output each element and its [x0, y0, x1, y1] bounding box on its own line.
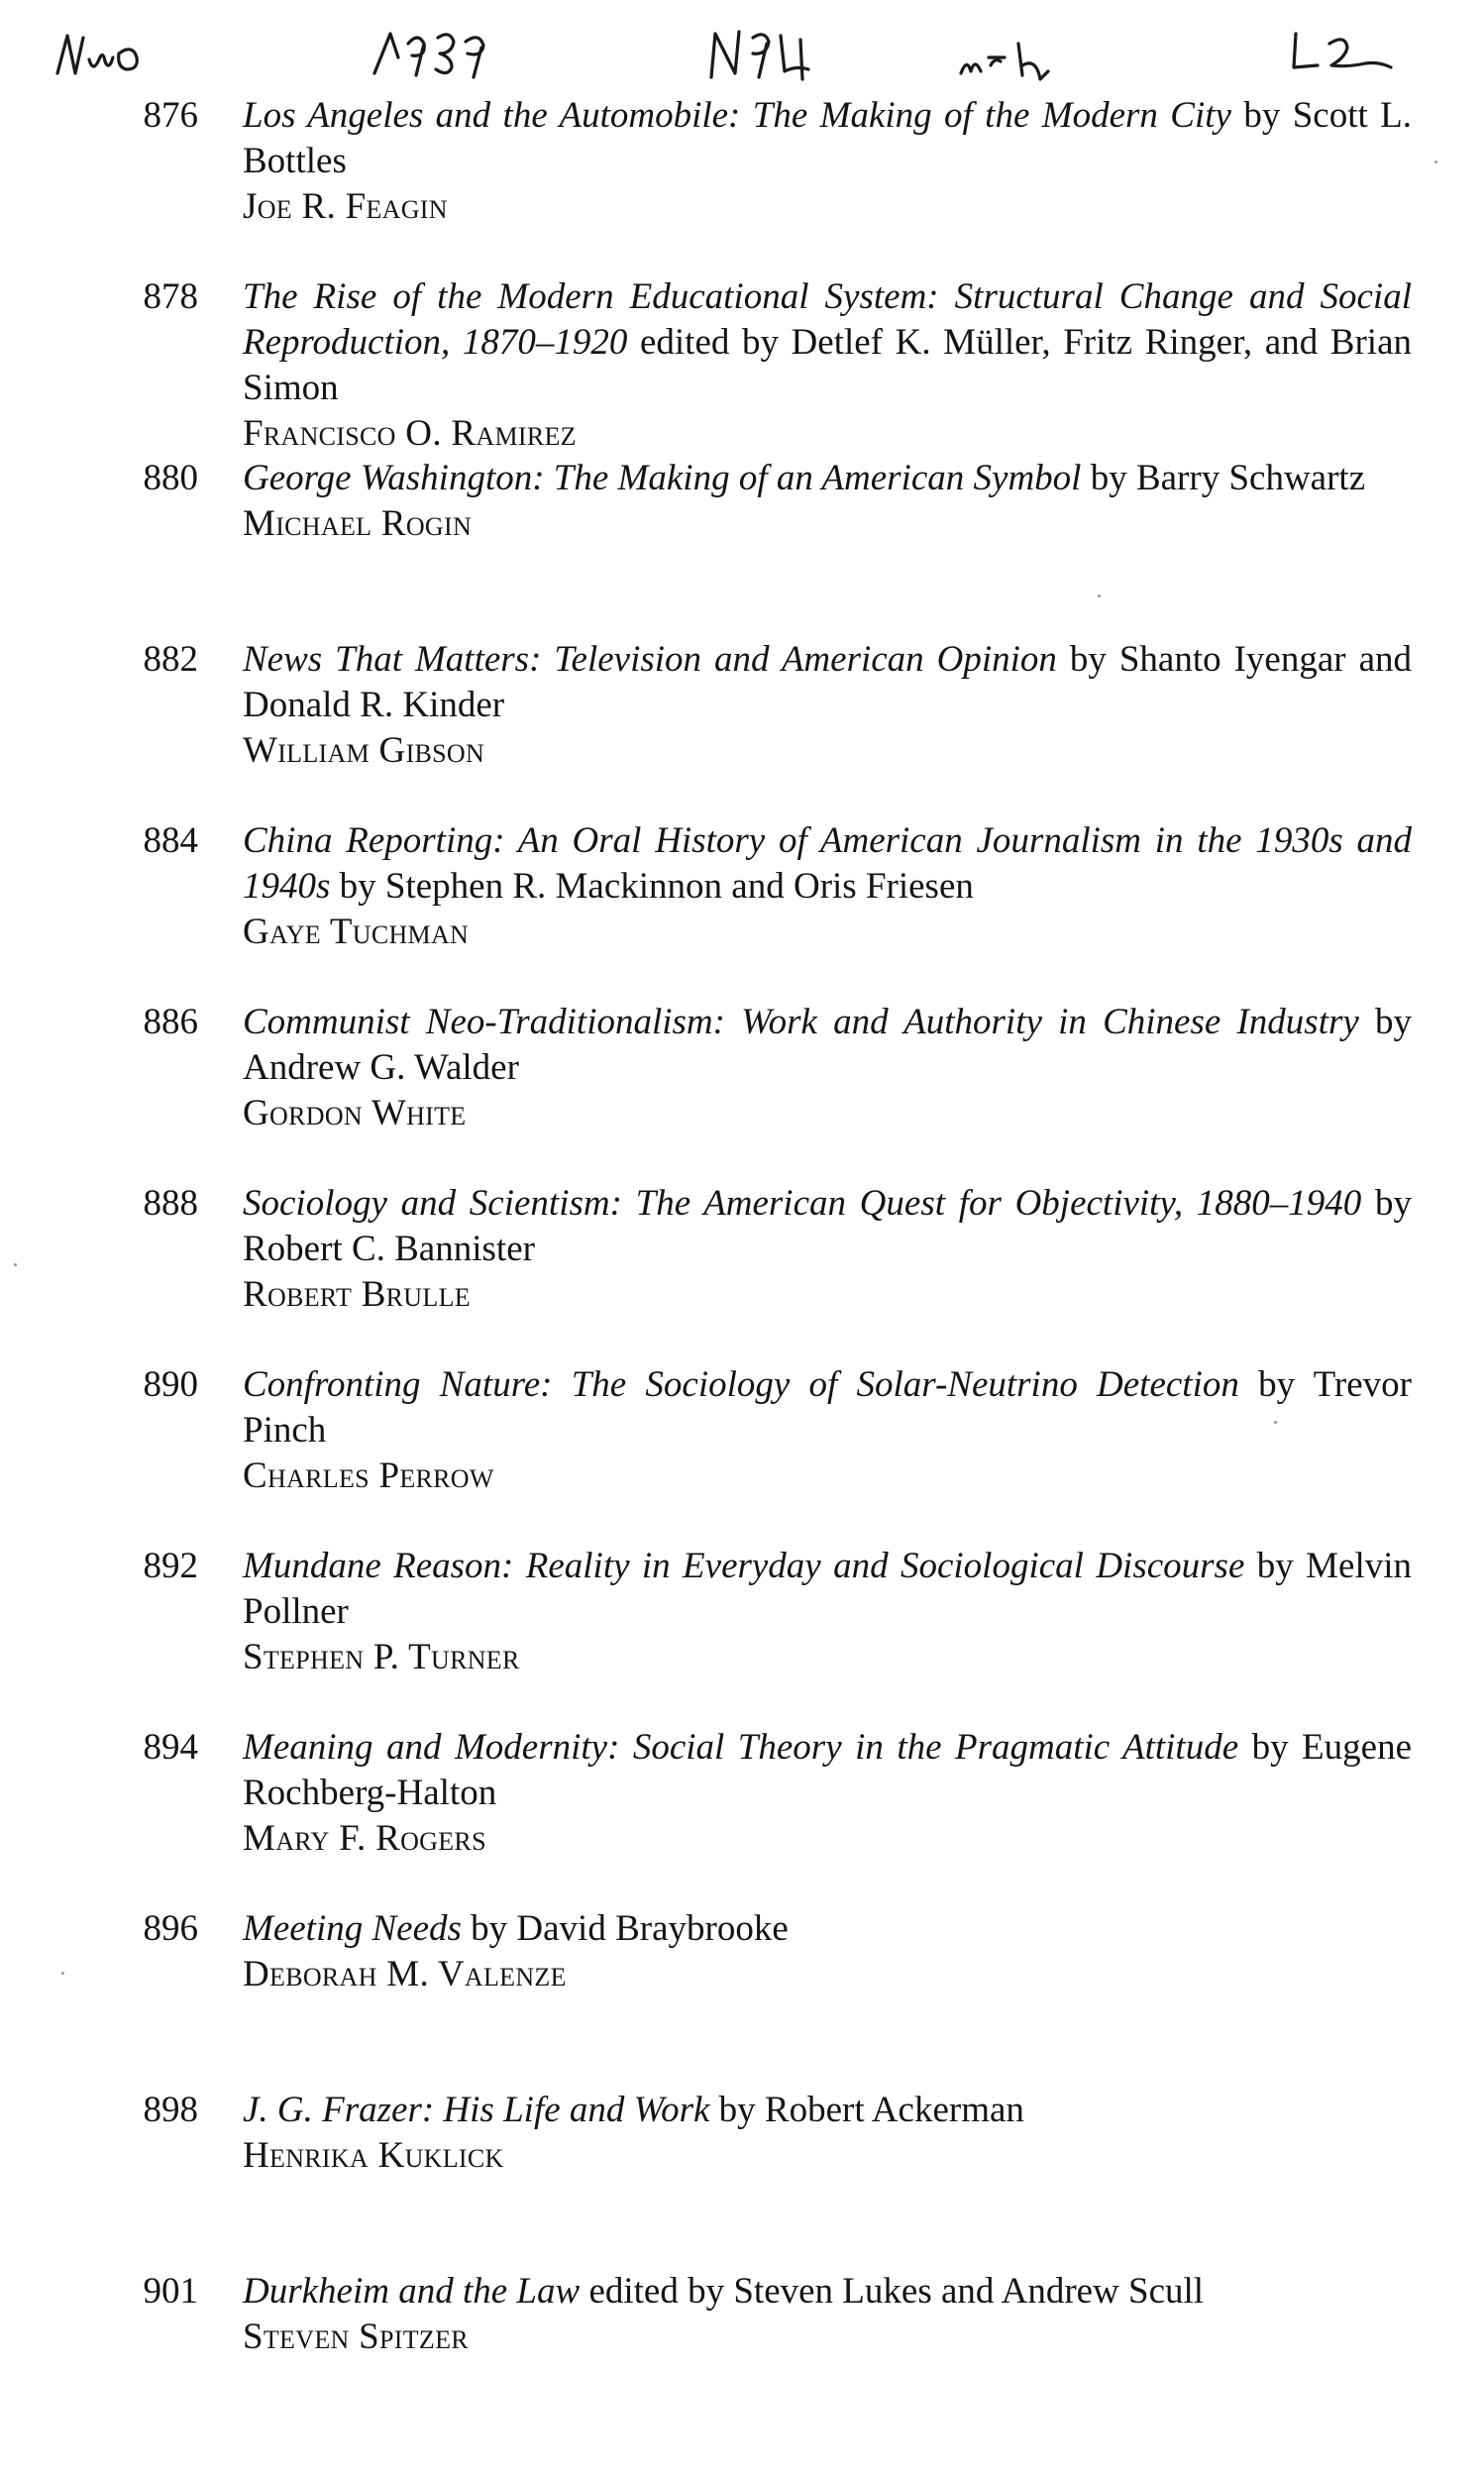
entry-book-title: Mundane Reason: Reality in Everyday and Sociological Discourse: [243, 1546, 1245, 1586]
entry-reviewer: Henrika Kuklick: [243, 2135, 504, 2176]
entry-body: [243, 1906, 1412, 1997]
entry-book-title: Sociology and Scientism: The American Quest for Objectivity, 1880–1940: [243, 1183, 1362, 1224]
entry-page-number: 882: [143, 639, 198, 680]
entry-byline: by Melvin Pollner: [243, 1546, 1413, 1632]
entry-reviewer: Gordon White: [243, 1093, 467, 1133]
entry-page-number: 896: [143, 1908, 198, 1949]
scan-speck: [61, 1972, 64, 1975]
entry-page-number: 878: [143, 276, 198, 317]
entry-reviewer: Stephen P. Turner: [243, 1637, 520, 1677]
scan-speck: [14, 1263, 17, 1266]
entry-body: [243, 818, 1412, 955]
entry-byline: by David Braybrooke: [471, 1908, 789, 1949]
entry-byline: edited by Detlef K. Müller, Fritz Ringer, and Brian Simon: [243, 322, 1412, 408]
entry-byline: by Stephen R. Mackinnon and Oris Friesen: [339, 866, 974, 907]
entry-book-title: Los Angeles and the Automobile: The Making of the Modern City: [243, 95, 1231, 136]
entry-book-title: News That Matters: Television and American Opinion: [243, 639, 1057, 680]
entry-byline: by Shanto Iyengar and Donald R. Kinder: [243, 639, 1412, 725]
list-item: [109, 1725, 1417, 1906]
entry-body: [243, 1181, 1412, 1318]
review-list: [109, 93, 1417, 2450]
entry-book-title: Meeting Needs: [243, 1908, 462, 1949]
entry-body: [243, 274, 1412, 457]
list-item: [109, 637, 1417, 818]
entry-book-title: George Washington: The Making of an American Symbol: [243, 458, 1082, 498]
scan-speck: [1274, 1421, 1277, 1424]
list-item: [109, 2269, 1417, 2450]
handwritten-annotation: [0, 22, 1484, 101]
entry-body: [243, 1000, 1412, 1136]
entry-reviewer: Deborah M. Valenze: [243, 1954, 567, 1994]
entry-page-number: 901: [143, 2271, 198, 2312]
handwritten-mark-2: [369, 24, 507, 79]
handwritten-mark-3: [705, 26, 844, 83]
entry-body: [243, 1362, 1412, 1499]
entry-book-title: China Reporting: An Oral History of American Journalism in the 1930s and 1940s: [243, 820, 1412, 907]
handwritten-mark-5: [1288, 28, 1407, 77]
list-item: [109, 1000, 1417, 1181]
entry-reviewer: William Gibson: [243, 730, 485, 771]
scan-speck: [1098, 594, 1101, 597]
entry-page-number: 890: [143, 1364, 198, 1405]
entry-body: [243, 93, 1412, 230]
list-item: [109, 1906, 1417, 2088]
list-item: [109, 93, 1417, 274]
entry-page-number: 888: [143, 1183, 198, 1224]
entry-reviewer: Gaye Tuchman: [243, 912, 470, 952]
entry-page-number: 876: [143, 95, 198, 136]
entry-book-title: Durkheim and the Law: [243, 2271, 581, 2312]
entry-byline: by Robert Ackerman: [718, 2090, 1024, 2130]
entry-reviewer: Charles Perrow: [243, 1455, 494, 1496]
entry-page-number: 886: [143, 1002, 198, 1042]
entry-byline: by Barry Schwartz: [1090, 458, 1366, 498]
entry-body: [243, 637, 1412, 774]
list-item: [109, 2088, 1417, 2269]
list-item: [109, 818, 1417, 1000]
entry-body: [243, 1725, 1412, 1862]
entry-body: [243, 456, 1412, 547]
entry-reviewer: Michael Rogin: [243, 503, 473, 544]
entry-book-title: J. G. Frazer: His Life and Work: [243, 2090, 710, 2130]
entry-byline: by Scott L. Bottles: [243, 95, 1413, 181]
entry-page-number: 880: [143, 458, 198, 498]
entry-book-title: Meaning and Modernity: Social Theory in the Pragmatic Attitude: [243, 1727, 1239, 1768]
entry-reviewer: Francisco O. Ramirez: [243, 413, 577, 454]
entry-page-number: 898: [143, 2090, 198, 2130]
list-item: [109, 274, 1417, 456]
entry-page-number: 892: [143, 1546, 198, 1586]
entry-byline: by Robert C. Bannister: [243, 1183, 1412, 1269]
entry-reviewer: Joe R. Feagin: [243, 186, 448, 227]
entry-book-title: Communist Neo-Traditionalism: Work and Authority in Chinese Industry: [243, 1002, 1359, 1042]
entry-reviewer: Robert Brulle: [243, 1274, 471, 1315]
entry-body: [243, 2269, 1412, 2360]
list-item: [109, 456, 1417, 637]
entry-byline: edited by Steven Lukes and Andrew Scull: [588, 2271, 1205, 2312]
entry-page-number: 884: [143, 820, 198, 861]
entry-book-title: Confronting Nature: The Sociology of Solar-Neutrino Detection: [243, 1364, 1239, 1405]
handwritten-mark-1: [53, 30, 162, 79]
list-item: [109, 1544, 1417, 1725]
entry-body: [243, 1544, 1412, 1680]
entry-byline: by Trevor Pinch: [243, 1364, 1413, 1451]
entry-body: [243, 2088, 1412, 2179]
entry-reviewer: Mary F. Rogers: [243, 1818, 486, 1859]
entry-byline: by Eugene Rochberg-Halton: [243, 1727, 1413, 1813]
handwritten-mark-4: [957, 36, 1076, 83]
entry-reviewer: Steven Spitzer: [243, 2316, 469, 2357]
entry-byline: by Andrew G. Walder: [243, 1002, 1413, 1088]
list-item: [109, 1362, 1417, 1544]
list-item: [109, 1181, 1417, 1362]
scan-speck: [1434, 161, 1437, 163]
entry-book-title: The Rise of the Modern Educational System: Structural Change and Social Reproduction, 1870–1920: [243, 276, 1412, 363]
entry-page-number: 894: [143, 1727, 198, 1768]
